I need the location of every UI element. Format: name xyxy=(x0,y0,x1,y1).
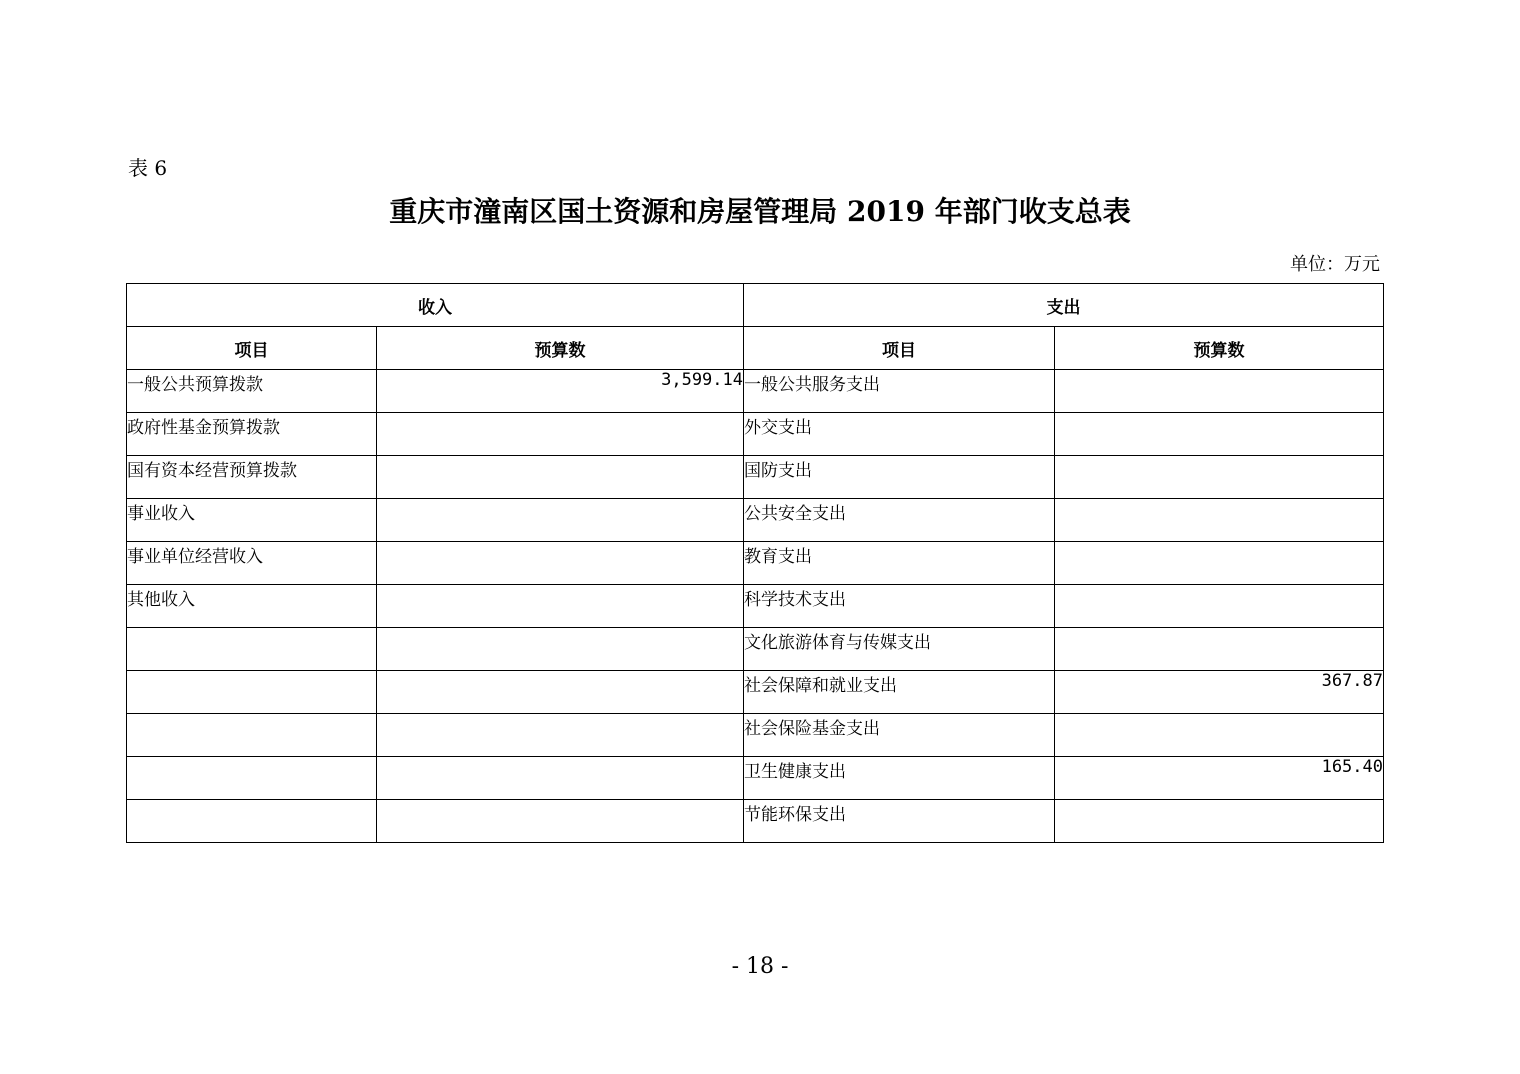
income-item-cell: 一般公共预算拨款 xyxy=(127,370,377,413)
column-header-row xyxy=(127,327,1384,370)
table-body xyxy=(127,370,1384,843)
expense-amount-cell xyxy=(1055,413,1384,456)
expense-amount-cell xyxy=(1055,499,1384,542)
table-row xyxy=(127,456,1384,499)
table-row xyxy=(127,714,1384,757)
expense-amount-cell xyxy=(1055,800,1384,843)
expense-section-header: 支出 xyxy=(744,284,1384,327)
income-amount-cell xyxy=(377,456,744,499)
income-item-header: 项目 xyxy=(127,327,377,370)
income-item-cell xyxy=(127,714,377,757)
income-item-cell: 国有资本经营预算拨款 xyxy=(127,456,377,499)
income-item-cell: 政府性基金预算拨款 xyxy=(127,413,377,456)
expense-amount-cell xyxy=(1055,542,1384,585)
income-item-cell xyxy=(127,800,377,843)
income-item-cell: 事业单位经营收入 xyxy=(127,542,377,585)
expense-amount-cell xyxy=(1055,628,1384,671)
expense-item-cell: 国防支出 xyxy=(744,456,1055,499)
table-row xyxy=(127,757,1384,800)
expense-item-cell: 社会保险基金支出 xyxy=(744,714,1055,757)
expense-item-cell: 节能环保支出 xyxy=(744,800,1055,843)
income-section-header: 收入 xyxy=(127,284,744,327)
section-header-row xyxy=(127,284,1384,327)
income-item-cell xyxy=(127,628,377,671)
expense-amount-cell xyxy=(1055,370,1384,413)
income-amount-cell xyxy=(377,542,744,585)
expense-item-cell: 社会保障和就业支出 xyxy=(744,671,1055,714)
table-row xyxy=(127,628,1384,671)
expense-item-cell: 文化旅游体育与传媒支出 xyxy=(744,628,1055,671)
income-amount-cell xyxy=(377,585,744,628)
table-row xyxy=(127,800,1384,843)
income-amount-cell xyxy=(377,800,744,843)
expense-item-header: 项目 xyxy=(744,327,1055,370)
income-amount-cell xyxy=(377,628,744,671)
expense-amount-cell xyxy=(1055,585,1384,628)
page-title: 重庆市潼南区国土资源和房屋管理局 2019 年部门收支总表 xyxy=(389,195,1131,228)
table-row xyxy=(127,671,1384,714)
table-label: 表 6 xyxy=(128,156,168,180)
income-item-cell: 其他收入 xyxy=(127,585,377,628)
income-item-cell: 事业收入 xyxy=(127,499,377,542)
expense-amount-cell xyxy=(1055,714,1384,757)
income-amount-cell xyxy=(377,499,744,542)
unit-label: 单位：万元 xyxy=(1290,254,1380,275)
income-item-cell xyxy=(127,757,377,800)
expense-item-cell: 卫生健康支出 xyxy=(744,757,1055,800)
expense-item-cell: 一般公共服务支出 xyxy=(744,370,1055,413)
income-amount-cell xyxy=(377,413,744,456)
expense-amount-cell: 367.87 xyxy=(1055,671,1384,714)
income-amount-cell xyxy=(377,714,744,757)
expense-item-cell: 公共安全支出 xyxy=(744,499,1055,542)
income-item-cell xyxy=(127,671,377,714)
income-amount-header: 预算数 xyxy=(377,327,744,370)
expense-amount-cell: 165.40 xyxy=(1055,757,1384,800)
income-amount-cell: 3,599.14 xyxy=(377,370,744,413)
page-number: - 18 - xyxy=(731,954,789,979)
budget-table xyxy=(126,283,1384,843)
table-row xyxy=(127,499,1384,542)
expense-item-cell: 教育支出 xyxy=(744,542,1055,585)
expense-amount-cell xyxy=(1055,456,1384,499)
expense-amount-header: 预算数 xyxy=(1055,327,1384,370)
income-amount-cell xyxy=(377,757,744,800)
expense-item-cell: 科学技术支出 xyxy=(744,585,1055,628)
table-row xyxy=(127,542,1384,585)
table-row xyxy=(127,585,1384,628)
income-amount-cell xyxy=(377,671,744,714)
table-row xyxy=(127,413,1384,456)
expense-item-cell: 外交支出 xyxy=(744,413,1055,456)
table-row xyxy=(127,370,1384,413)
